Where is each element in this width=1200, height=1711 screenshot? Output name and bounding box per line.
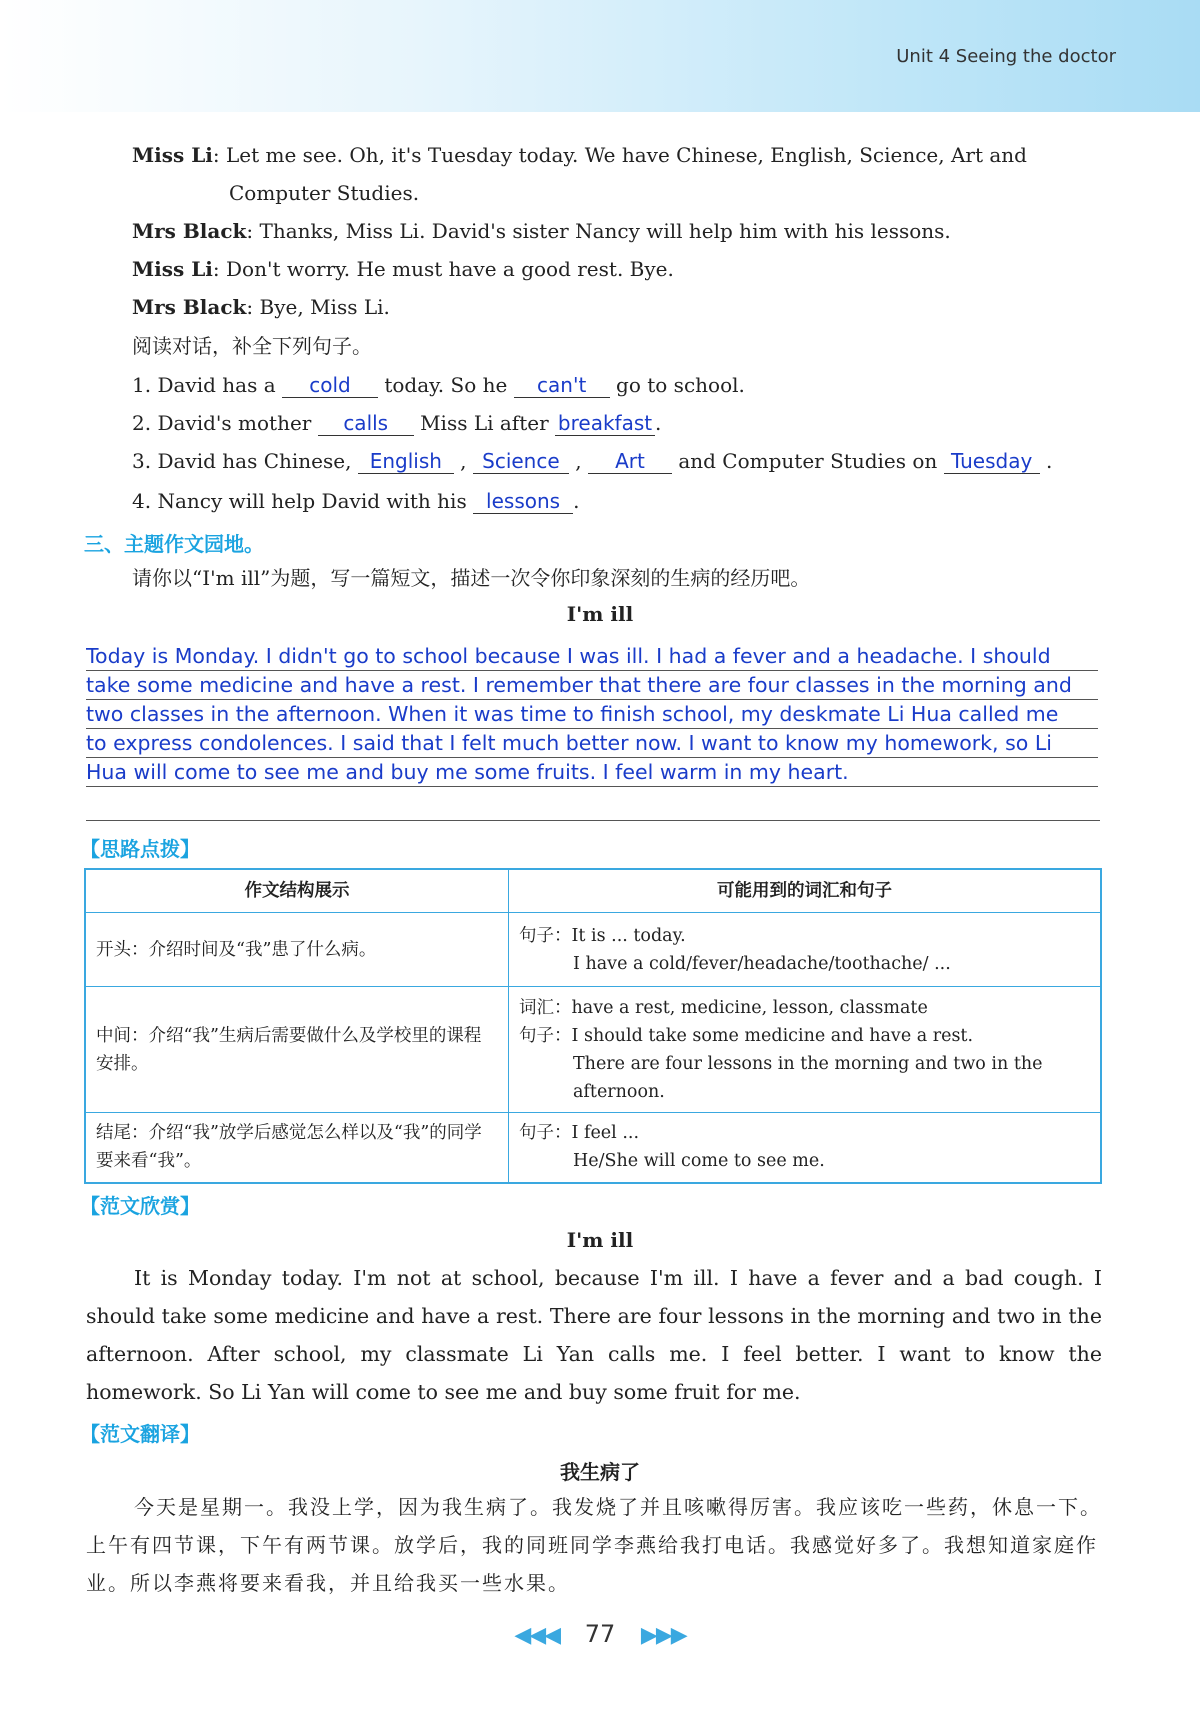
question-1: 1. David has a cold today. So he can't go to school. bbox=[132, 373, 745, 397]
table-row bbox=[85, 1113, 1101, 1183]
sample-title: I'm ill bbox=[566, 1228, 634, 1252]
dialogue-line: Mrs Black: Bye, Miss Li. bbox=[132, 295, 390, 319]
speaker: Miss Li bbox=[132, 143, 213, 167]
essay-line[interactable]: to express condolences. I said that I felt much better now. I want to know my homework, so Li bbox=[86, 729, 1098, 758]
answer-blank[interactable]: breakfast bbox=[555, 411, 655, 436]
table-cell: 开头：介绍时间及“我”患了什么病。 bbox=[85, 913, 509, 987]
table-cell: 句子：I feel ... He/She will come to see me. bbox=[509, 1113, 1102, 1183]
dialogue-text: Don't worry. He must have a good rest. Bye. bbox=[226, 257, 674, 281]
dialogue-text: Computer Studies. bbox=[229, 181, 420, 205]
table-header: 作文结构展示 bbox=[85, 869, 509, 913]
tips-tag: 【思路点拨】 bbox=[80, 837, 200, 861]
essay-line[interactable]: two classes in the afternoon. When it was time to finish school, my deskmate Li Hua called me bbox=[86, 700, 1098, 729]
sample-text: It is Monday today. I'm not at school, because I'm ill. I have a fever and a bad cough. I should take some medicine and have a rest. There are four lessons in the morning and two in the afternoon. After school, my classmate Li Yan calls me. I feel better. I want to know the homework. So Li Yan will come to see me and buy some fruit for me. bbox=[86, 1266, 1102, 1404]
answer-blank[interactable]: English bbox=[358, 449, 454, 474]
table-cell: 中间：介绍“我”生病后需要做什么及学校里的课程安排。 bbox=[85, 987, 509, 1113]
table-cell: 句子：It is ... today. I have a cold/fever/headache/toothache/ ... bbox=[509, 913, 1102, 987]
unit-title: Unit 4 Seeing the doctor bbox=[896, 46, 1116, 67]
translation-title: 我生病了 bbox=[560, 1460, 640, 1484]
blank-line bbox=[86, 820, 1100, 821]
question-2: 2. David's mother calls Miss Li after breakfast . bbox=[132, 411, 662, 435]
dialogue-line: Miss Li: Don't worry. He must have a good rest. Bye. bbox=[132, 257, 674, 281]
answer-blank[interactable]: calls bbox=[318, 411, 414, 436]
writing-prompt: 请你以“I'm ill”为题，写一篇短文，描述一次令你印象深刻的生病的经历吧。 bbox=[132, 566, 811, 590]
page-header bbox=[0, 0, 1200, 112]
instruction: 阅读对话，补全下列句子。 bbox=[132, 334, 372, 358]
speaker: Miss Li bbox=[132, 257, 213, 281]
section-title: 三、主题作文园地。 bbox=[84, 532, 264, 556]
page-footer bbox=[0, 1620, 1200, 1648]
answer-blank[interactable]: Tuesday bbox=[944, 449, 1040, 474]
answer-blank[interactable]: lessons bbox=[473, 489, 573, 514]
speaker: Mrs Black bbox=[132, 219, 247, 243]
table-cell: 词汇：have a rest, medicine, lesson, classmate 句子：I should take some medicine and have a rest. There are four lessons in the morning and two in the afternoon. bbox=[509, 987, 1102, 1113]
table-cell: 结尾：介绍“我”放学后感觉怎么样以及“我”的同学要来看“我”。 bbox=[85, 1113, 509, 1183]
question-4: 4. Nancy will help David with his lessons . bbox=[132, 489, 580, 513]
prev-arrows-icon: ◀◀◀ bbox=[514, 1623, 560, 1648]
dialogue-text: Bye, Miss Li. bbox=[259, 295, 390, 319]
translation-text: 今天是星期一。我没上学，因为我生病了。我发烧了并且咳嗽得厉害。我应该吃一些药，休息一下。上午有四节课，下午有两节课。放学后，我的同班同学李燕给我打电话。我感觉好多了。我想知道家庭作业。所以李燕将要来看我，并且给我买一些水果。 bbox=[86, 1495, 1102, 1595]
dialogue-text: Let me see. Oh, it's Tuesday today. We have Chinese, English, Science, Art and bbox=[226, 143, 1027, 167]
essay-line[interactable]: Hua will come to see me and buy me some fruits. I feel warm in my heart. bbox=[86, 758, 1098, 787]
dialogue-line: Mrs Black: Thanks, Miss Li. David's sister Nancy will help him with his lessons. bbox=[132, 219, 951, 243]
guide-table bbox=[84, 868, 1102, 1184]
dialogue-line: Miss Li: Let me see. Oh, it's Tuesday today. We have Chinese, English, Science, Art and bbox=[132, 143, 1027, 167]
table-row bbox=[85, 987, 1101, 1113]
essay-line[interactable]: take some medicine and have a rest. I remember that there are four classes in the morning and bbox=[86, 671, 1098, 700]
dialogue-text: Thanks, Miss Li. David's sister Nancy will help him with his lessons. bbox=[259, 219, 951, 243]
table-row bbox=[85, 913, 1101, 987]
translation-tag: 【范文翻译】 bbox=[80, 1422, 200, 1446]
speaker: Mrs Black bbox=[132, 295, 247, 319]
answer-blank[interactable]: cold bbox=[282, 373, 378, 398]
next-arrows-icon: ▶▶▶ bbox=[640, 1623, 686, 1648]
page-number: 77 bbox=[584, 1620, 616, 1648]
answer-blank[interactable]: can't bbox=[514, 373, 610, 398]
question-3: 3. David has Chinese, English , Science , Art and Computer Studies on Tuesday . bbox=[132, 449, 1053, 473]
essay-title: I'm ill bbox=[566, 602, 634, 626]
answer-blank[interactable]: Art bbox=[588, 449, 672, 474]
table-header: 可能用到的词汇和句子 bbox=[509, 869, 1102, 913]
sample-tag: 【范文欣赏】 bbox=[80, 1194, 200, 1218]
essay-line[interactable]: Today is Monday. I didn't go to school because I was ill. I had a fever and a headache. I should bbox=[86, 642, 1098, 671]
dialogue-line bbox=[229, 178, 419, 208]
answer-blank[interactable]: Science bbox=[473, 449, 569, 474]
